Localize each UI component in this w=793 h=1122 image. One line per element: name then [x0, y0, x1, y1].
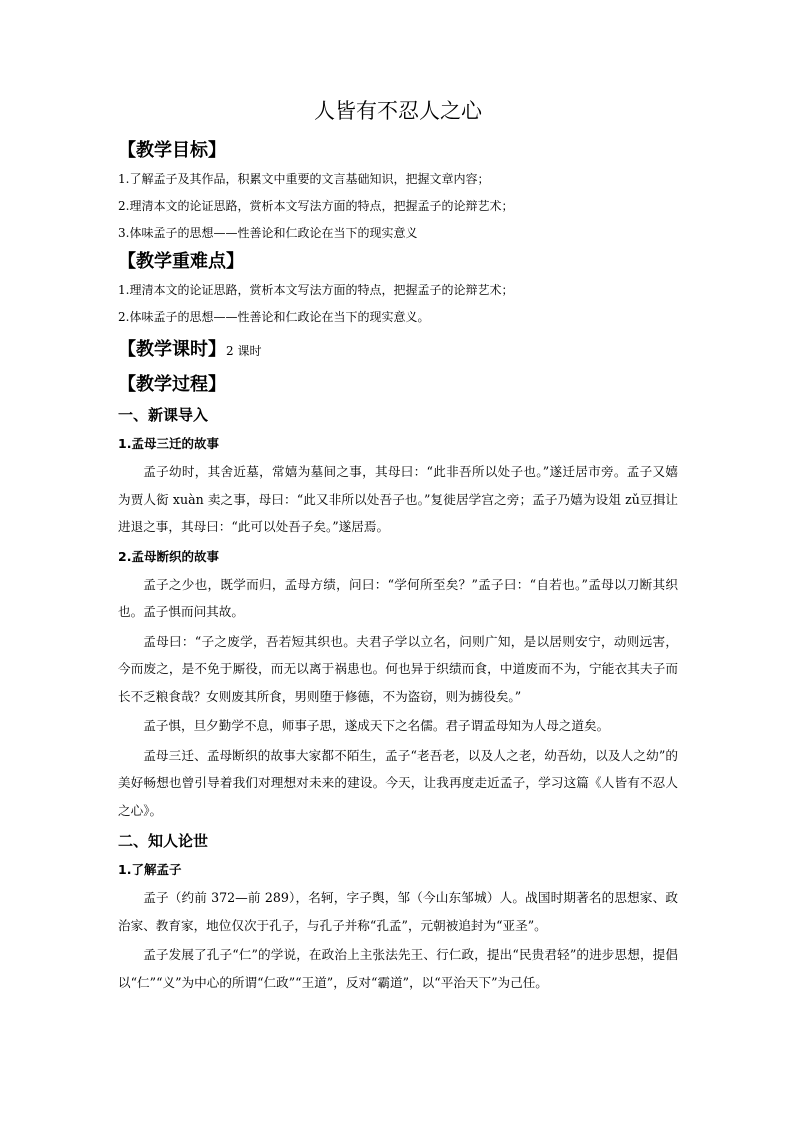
paragraph: 孟子发展了孔子“仁”的学说，在政治上主张法先王、行仁政，提出“民贵君轻”的进步思想，提倡以“仁”“义”为中心的所谓“仁政”“王道”，反对“霸道”，以“平治天下”为己任。: [118, 947, 678, 990]
keypoints-heading: 【教学重难点】: [118, 251, 244, 272]
paragraph: 孟子惧，旦夕勤学不息，师事子思，遂成天下之名儒。君子谓孟母知为人母之道矣。: [143, 718, 610, 733]
subsection-heading-three-moves: 1.孟母三迁的故事: [118, 436, 219, 451]
paragraph: 孟母三迁、孟母断织的故事大家都不陌生，孟子“老吾老，以及人之老，幼吾幼，以及人之幼”的美好畅想也曾引导着我们对理想对未来的建设。今天，让我再度走近孟子，学习这篇《人皆有不忍人之心》。: [118, 747, 678, 818]
document-page: [118, 96, 678, 998]
paragraph: 孟母曰：“子之废学，吾若短其织也。夫君子学以立名，问则广知，是以居则安宁，动则远害，今而废之，是不免于厮役，而无以离于祸患也。何也异于织绩而食，中道废而不为，宁能衣其夫子而长不乏粮食哉？女则废其所食，男则堕于修德，不为盗窃，则为掳役矣。”: [118, 633, 678, 704]
paragraph: 孟子幼时，其舍近墓，常嬉为墓间之事，其母曰：“此非吾所以处子也。”遂迁居市旁。孟子又嬉为贾人衒 xuàn 卖之事，母曰：“此又非所以处吾子也。”复徙居学宫之旁；孟子乃嬉为设俎 zǔ豆揖让进退之事，其母曰：“此可以处吾子矣。”遂居焉。: [118, 464, 678, 534]
document-title: 人皆有不忍人之心: [314, 99, 482, 123]
goal-item-1: 1.了解孟子及其作品，积累文中重要的文言基础知识，把握文章内容；: [118, 172, 490, 186]
hours-value: 2 课时: [226, 344, 262, 358]
section-heading-intro: 一、新课导入: [118, 406, 209, 424]
goal-item-2: 2.理清本文的论证思路，赏析本文写法方面的特点，把握孟子的论辩艺术；: [118, 199, 514, 213]
goals-heading: 【教学目标】: [118, 140, 226, 161]
hours-heading-line: [118, 335, 678, 366]
process-heading: 【教学过程】: [118, 374, 226, 395]
keypoint-item-2: 2.体味孟子的思想——性善论和仁政论在当下的现实意义。: [118, 310, 430, 324]
keypoint-item-1: 1.理清本文的论证思路，赏析本文写法方面的特点，把握孟子的论辩艺术；: [118, 283, 514, 297]
paragraph: 孟子（约前 372—前 289），名轲，字子舆，邹（今山东邹城）人。战国时期著名的思想家、政治家、教育家，地位仅次于孔子，与孔子并称“孔孟”，元朝被追封为“亚圣”。: [118, 890, 678, 933]
subsection-heading-cut-weaving: 2.孟母断织的故事: [118, 548, 219, 564]
subsection-heading-about-mencius: 1.了解孟子: [118, 862, 182, 877]
paragraph: 孟子之少也，既学而归，孟母方绩，问曰：“学何所至矣？”孟子曰：“自若也。”孟母以刀断其织也。孟子惧而问其故。: [118, 576, 678, 619]
section-heading-background: 二、知人论世: [118, 832, 209, 850]
goal-item-3: 3.体味孟子的思想——性善论和仁政论在当下的现实意义: [118, 226, 418, 240]
hours-heading: 【教学课时】: [118, 339, 226, 360]
